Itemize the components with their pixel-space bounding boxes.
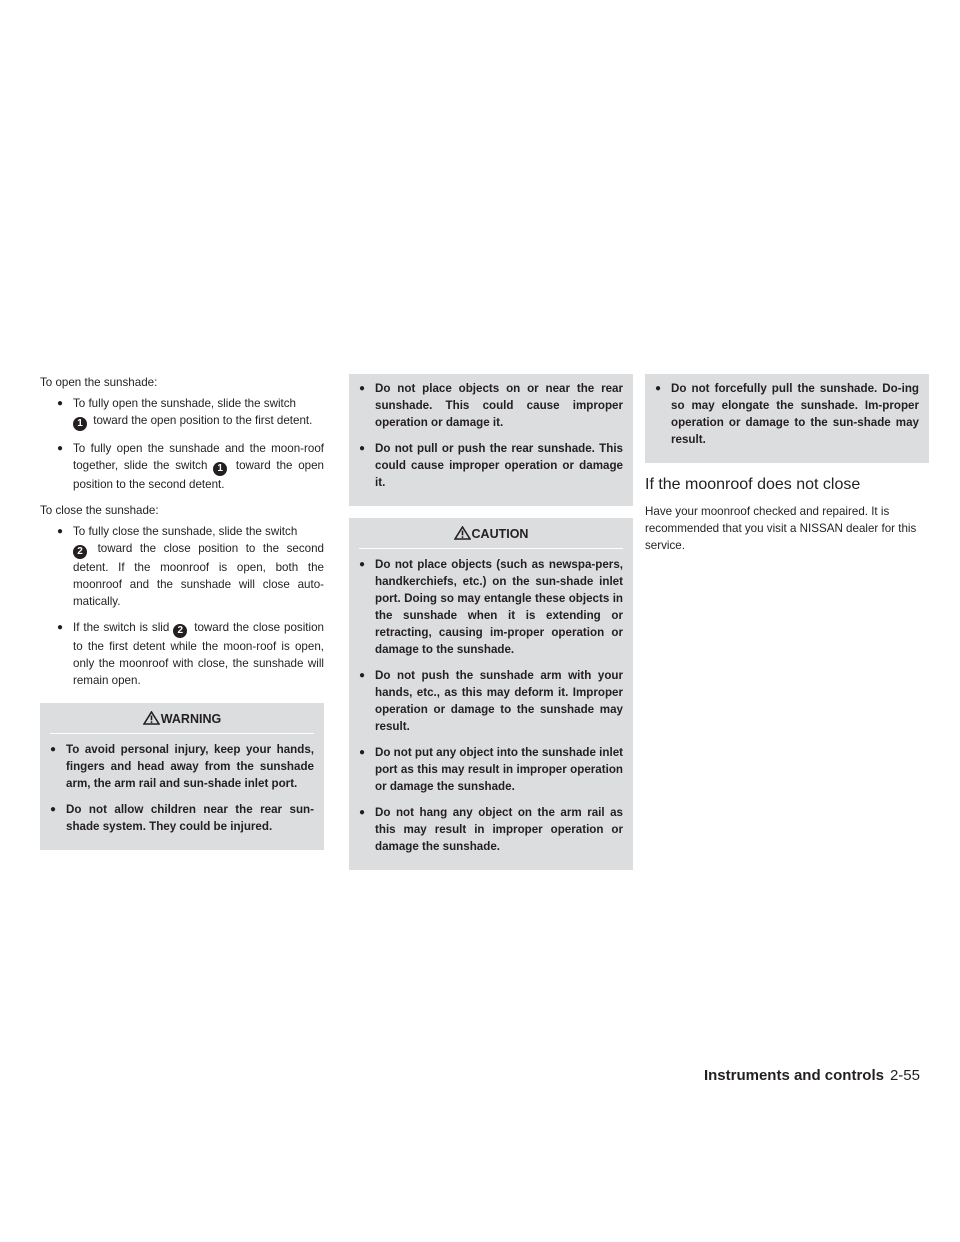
- switch-position-2-icon: 2: [173, 624, 187, 638]
- list-item: ● Do not place objects (such as newspa-pers, handkerchiefs, etc.) on the sun-shade inlet port. Doing so may entangle these objects in the sunshade when it is extending or retracting, causing im-proper operation or damage to the sunshade.: [359, 556, 623, 658]
- warning-heading: WARNING: [50, 711, 314, 734]
- list-item: ● To fully close the sunshade, slide the switch 2 toward the close position to the second detent. If the moonroof is open, both the moonroof and the sunshade will close auto-matically.: [40, 523, 324, 610]
- list-item: ● To avoid personal injury, keep your hands, fingers and head away from the sunshade arm, the arm rail and sun-shade inlet port.: [50, 741, 314, 792]
- warning-box-continued: [349, 374, 633, 506]
- warning-box: [40, 703, 324, 850]
- page-number: 2-55: [889, 1067, 920, 1084]
- caution-list: [655, 380, 919, 448]
- close-sunshade-intro: To close the sunshade:: [40, 504, 159, 517]
- list-item: ● Do not allow children near the rear sun-shade system. They could be injured.: [50, 801, 314, 835]
- list-item: ● To fully open the sunshade and the moon-roof together, slide the switch 1 toward the open position to the second detent.: [40, 440, 324, 493]
- column-1: [40, 374, 324, 862]
- list-item: ● Do not push the sunshade arm with your hands, etc., as this may deform it. Improper operation or damage to the sunshade may result.: [359, 667, 623, 735]
- switch-position-1-icon: 1: [73, 417, 87, 431]
- section-heading: If the moonroof does not close: [645, 476, 861, 493]
- section-body: Have your moonroof checked and repaired. It is recommended that you visit a NISSAN dealer for this service.: [645, 505, 917, 552]
- list-item: ● Do not hang any object on the arm rail as this may result in improper operation or damage the sunshade.: [359, 804, 623, 855]
- list-item: ● Do not pull or push the rear sunshade. This could cause improper operation or damage it.: [359, 440, 623, 491]
- list-item: ● Do not put any object into the sunshade inlet port as this may result in improper operation or damage the sunshade.: [359, 744, 623, 795]
- list-item: ● To fully open the sunshade, slide the switch 1 toward the open position to the first detent.: [40, 395, 324, 431]
- column-3: [645, 374, 929, 554]
- list-item: ● Do not forcefully pull the sunshade. Do-ing so may elongate the sunshade. Im-proper operation or damage to the sun-shade may result.: [655, 380, 919, 448]
- list-item: ● Do not place objects on or near the rear sunshade. This could cause improper operation or damage it.: [359, 380, 623, 431]
- warning-list: [359, 380, 623, 491]
- caution-heading: CAUTION: [359, 526, 623, 549]
- caution-list: [359, 556, 623, 855]
- close-sunshade-list: [40, 523, 324, 689]
- list-item: ● If the switch is slid 2 toward the close position to the first detent while the moon-roof is open, only the moonroof with close, the sunshade will remain open.: [40, 619, 324, 689]
- switch-position-2-icon: 2: [73, 545, 87, 559]
- switch-position-1-icon: 1: [213, 462, 227, 476]
- warning-list: [50, 741, 314, 835]
- chapter-title: Instruments and controls: [703, 1067, 884, 1084]
- caution-box: [349, 518, 633, 870]
- open-sunshade-list: [40, 395, 324, 493]
- caution-triangle-icon: [454, 526, 471, 540]
- caution-box-continued: [645, 374, 929, 463]
- column-2: [349, 374, 633, 882]
- open-sunshade-intro: To open the sunshade:: [40, 376, 158, 389]
- warning-triangle-icon: [143, 711, 160, 725]
- page-footer: [704, 1067, 920, 1084]
